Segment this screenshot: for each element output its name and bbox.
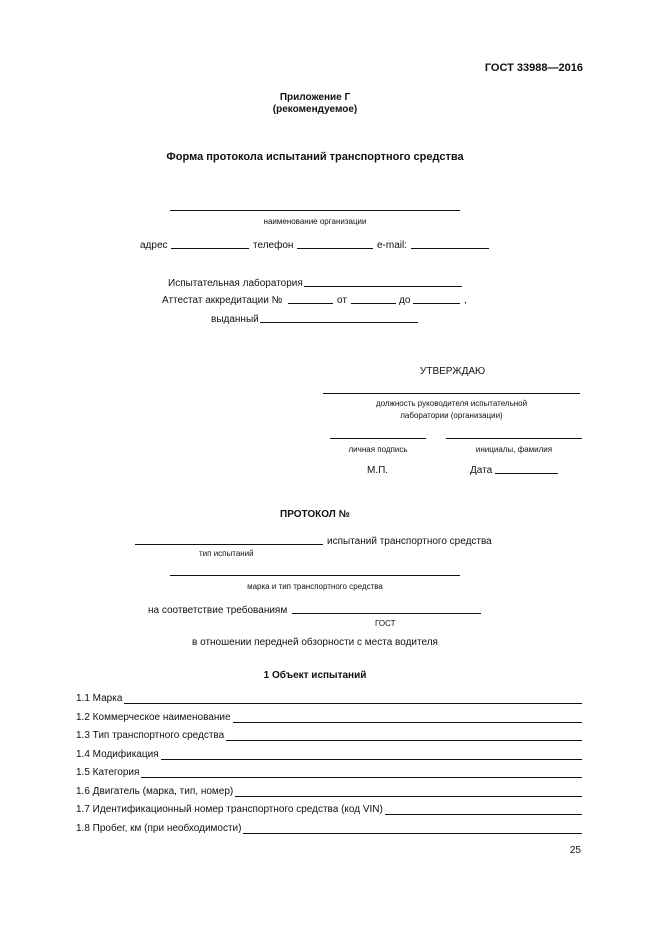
- date-label: Дата: [470, 465, 493, 476]
- field-category[interactable]: [76, 765, 582, 778]
- signature-caption: личная подпись: [348, 445, 408, 454]
- field-line[interactable]: [141, 768, 582, 778]
- stamp-label: М.П.: [367, 465, 389, 476]
- accreditation-to-label: до: [399, 295, 411, 306]
- accreditation-comma: ,: [464, 295, 467, 306]
- field-label: 1.5 Категория: [76, 767, 140, 778]
- field-label: 1.1 Марка: [76, 693, 123, 704]
- accreditation-to-line[interactable]: [413, 303, 460, 304]
- accreditation-number-line[interactable]: [288, 303, 333, 304]
- vehicle-make-caption: марка и тип транспортного средства: [247, 582, 383, 591]
- field-vehicle-type[interactable]: [76, 728, 582, 741]
- issued-line[interactable]: [260, 322, 418, 323]
- lab-label: Испытательная лаборатория: [168, 278, 303, 289]
- field-label: 1.2 Коммерческое наименование: [76, 712, 231, 723]
- gost-caption: ГОСТ: [375, 619, 396, 628]
- field-label: 1.3 Тип транспортного средства: [76, 730, 225, 741]
- field-commercial-name[interactable]: [76, 710, 582, 723]
- gost-line[interactable]: [292, 613, 481, 614]
- field-line[interactable]: [243, 824, 582, 834]
- field-label: 1.4 Модификация: [76, 749, 159, 760]
- initials-line[interactable]: [446, 438, 582, 439]
- test-type-line[interactable]: [135, 544, 323, 545]
- form-title: Форма протокола испытаний транспортного средства: [166, 151, 464, 163]
- field-engine[interactable]: [76, 784, 582, 797]
- organization-name-caption: наименование организации: [263, 217, 367, 226]
- approver-position-caption-2: лаборатории (организации): [400, 411, 503, 420]
- standard-code: ГОСТ 33988—2016: [484, 62, 583, 74]
- field-line[interactable]: [124, 694, 582, 704]
- accreditation-from-label: от: [337, 295, 347, 306]
- protocol-title: ПРОТОКОЛ №: [280, 509, 350, 520]
- appendix-subtitle: (рекомендуемое): [272, 104, 358, 115]
- tests-text: испытаний транспортного средства: [327, 536, 492, 547]
- field-line[interactable]: [226, 731, 582, 741]
- email-line[interactable]: [411, 248, 489, 249]
- address-line[interactable]: [171, 248, 249, 249]
- section1-heading: 1 Объект испытаний: [263, 670, 367, 681]
- email-label: e-mail:: [377, 240, 408, 251]
- field-label: 1.6 Двигатель (марка, тип, номер): [76, 786, 234, 797]
- field-label: 1.8 Пробег, км (при необходимости): [76, 823, 242, 834]
- accreditation-from-line[interactable]: [351, 303, 396, 304]
- compliance-text: на соответствие требованиям: [148, 605, 288, 616]
- approver-position-line[interactable]: [323, 393, 580, 394]
- address-label: адрес: [140, 240, 168, 251]
- field-mileage[interactable]: [76, 821, 582, 834]
- issued-label: выданный: [211, 314, 259, 325]
- lab-line[interactable]: [304, 286, 462, 287]
- field-line[interactable]: [385, 805, 582, 815]
- initials-caption: инициалы, фамилия: [475, 445, 553, 454]
- test-type-caption: тип испытаний: [199, 549, 254, 558]
- field-make[interactable]: [76, 691, 582, 704]
- regarding-text: в отношении передней обзорности с места водителя: [192, 637, 438, 648]
- page-number: 25: [569, 845, 581, 856]
- field-line[interactable]: [235, 787, 582, 797]
- date-line[interactable]: [495, 473, 558, 474]
- field-line[interactable]: [233, 713, 582, 723]
- approval-heading: УТВЕРЖДАЮ: [420, 366, 486, 377]
- field-label: 1.7 Идентификационный номер транспортного средства (код VIN): [76, 804, 383, 815]
- accreditation-label: Аттестат аккредитации №: [162, 295, 283, 306]
- organization-name-line[interactable]: [170, 210, 460, 211]
- phone-label: телефон: [253, 240, 294, 251]
- appendix-title: Приложение Г: [279, 92, 351, 103]
- signature-line[interactable]: [330, 438, 426, 439]
- field-modification[interactable]: [76, 747, 582, 760]
- field-line[interactable]: [161, 750, 582, 760]
- phone-line[interactable]: [297, 248, 373, 249]
- vehicle-make-line[interactable]: [170, 575, 460, 576]
- field-vin[interactable]: [76, 802, 582, 815]
- approver-position-caption-1: должность руководителя испытательной: [375, 399, 528, 408]
